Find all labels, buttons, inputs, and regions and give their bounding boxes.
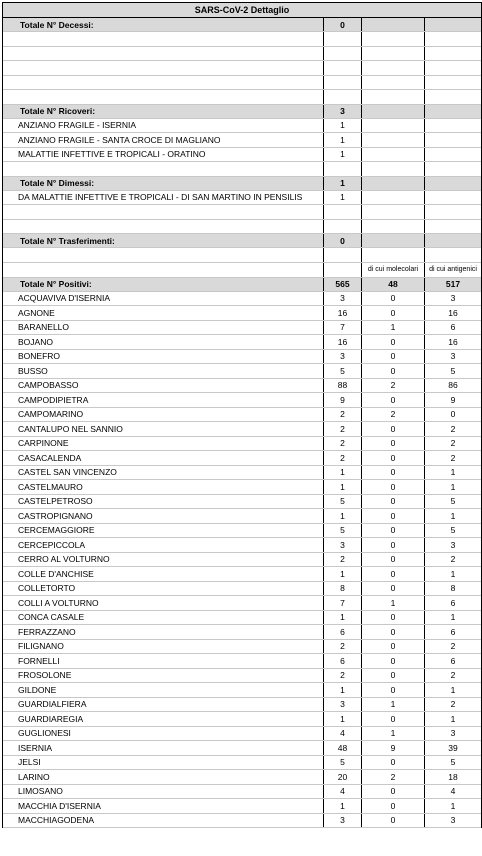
town-total: 3 bbox=[323, 814, 361, 828]
table-row bbox=[3, 408, 481, 423]
town-antigenici: 3 bbox=[424, 727, 481, 741]
positivi-subheader-row bbox=[3, 263, 481, 278]
table-row bbox=[3, 306, 481, 321]
town-total: 3 bbox=[323, 538, 361, 552]
town-antigenici: 6 bbox=[424, 596, 481, 610]
town-name: CASACALENDA bbox=[18, 452, 82, 463]
town-molecolari: 0 bbox=[361, 567, 424, 581]
town-total: 16 bbox=[323, 306, 361, 320]
table-row bbox=[3, 654, 481, 669]
town-molecolari: 0 bbox=[361, 292, 424, 306]
town-total: 1 bbox=[323, 480, 361, 494]
town-name: CARPINONE bbox=[18, 438, 69, 449]
trasferimenti-value: 0 bbox=[323, 234, 361, 247]
town-antigenici: 3 bbox=[424, 350, 481, 364]
town-antigenici: 6 bbox=[424, 321, 481, 335]
town-name: FERRAZZANO bbox=[18, 626, 76, 637]
town-molecolari: 0 bbox=[361, 669, 424, 683]
town-molecolari: 0 bbox=[361, 683, 424, 697]
town-total: 48 bbox=[323, 741, 361, 755]
town-antigenici: 4 bbox=[424, 785, 481, 799]
town-antigenici: 8 bbox=[424, 582, 481, 596]
town-molecolari: 0 bbox=[361, 364, 424, 378]
town-total: 1 bbox=[323, 466, 361, 480]
town-name: CANTALUPO NEL SANNIO bbox=[18, 423, 123, 434]
town-antigenici: 1 bbox=[424, 683, 481, 697]
table-row bbox=[3, 451, 481, 466]
town-antigenici: 2 bbox=[424, 640, 481, 654]
town-name: BOJANO bbox=[18, 336, 53, 347]
town-name: BARANELLO bbox=[18, 322, 70, 333]
town-molecolari: 0 bbox=[361, 611, 424, 625]
table-row bbox=[3, 785, 481, 800]
town-antigenici: 5 bbox=[424, 524, 481, 538]
table-row bbox=[3, 422, 481, 437]
town-molecolari: 2 bbox=[361, 770, 424, 784]
decessi-label: Totale N° Decessi: bbox=[20, 19, 94, 30]
town-total: 1 bbox=[323, 683, 361, 697]
town-molecolari: 0 bbox=[361, 306, 424, 320]
table-row bbox=[3, 625, 481, 640]
town-antigenici: 2 bbox=[424, 553, 481, 567]
town-antigenici: 1 bbox=[424, 509, 481, 523]
town-molecolari: 0 bbox=[361, 437, 424, 451]
table-row bbox=[3, 640, 481, 655]
town-total: 88 bbox=[323, 379, 361, 393]
town-name: CERRO AL VOLTURNO bbox=[18, 554, 110, 565]
town-name: GUARDIAREGIA bbox=[18, 713, 84, 724]
town-molecolari: 0 bbox=[361, 524, 424, 538]
town-molecolari: 0 bbox=[361, 582, 424, 596]
town-molecolari: 2 bbox=[361, 408, 424, 422]
town-antigenici: 16 bbox=[424, 335, 481, 349]
town-name: LARINO bbox=[18, 771, 50, 782]
town-name: FILIGNANO bbox=[18, 641, 64, 652]
empty-row bbox=[3, 32, 481, 47]
town-total: 16 bbox=[323, 335, 361, 349]
empty-row bbox=[3, 162, 481, 177]
table-row bbox=[3, 321, 481, 336]
table-row bbox=[3, 364, 481, 379]
town-name: BUSSO bbox=[18, 365, 48, 376]
table-row bbox=[3, 727, 481, 742]
table-row bbox=[3, 741, 481, 756]
sheet-title: SARS-CoV-2 Dettaglio bbox=[3, 2, 481, 18]
decessi-header-row bbox=[3, 18, 481, 32]
empty-row bbox=[3, 248, 481, 263]
town-molecolari: 2 bbox=[361, 379, 424, 393]
town-molecolari: 0 bbox=[361, 495, 424, 509]
town-molecolari: 0 bbox=[361, 799, 424, 813]
trasferimenti-header-row bbox=[3, 234, 481, 248]
town-molecolari: 0 bbox=[361, 335, 424, 349]
town-molecolari: 0 bbox=[361, 756, 424, 770]
table-row bbox=[3, 799, 481, 814]
table-row bbox=[3, 393, 481, 408]
town-name: MACCHIA D'ISERNIA bbox=[18, 800, 101, 811]
town-total: 6 bbox=[323, 654, 361, 668]
town-antigenici: 0 bbox=[424, 408, 481, 422]
town-total: 2 bbox=[323, 553, 361, 567]
dimessi-label: Totale N° Dimessi: bbox=[20, 178, 95, 188]
town-molecolari: 1 bbox=[361, 596, 424, 610]
town-antigenici: 2 bbox=[424, 451, 481, 465]
town-name: GILDONE bbox=[18, 684, 57, 695]
town-total: 5 bbox=[323, 495, 361, 509]
empty-row bbox=[3, 76, 481, 91]
positivi-molecolari: 48 bbox=[361, 278, 424, 291]
table-row bbox=[3, 335, 481, 350]
ricoveri-item: MALATTIE INFETTIVE E TROPICALI - ORATINO 1 bbox=[3, 148, 481, 163]
table-row bbox=[3, 596, 481, 611]
town-name: CASTELPETROSO bbox=[18, 496, 93, 507]
town-antigenici: 1 bbox=[424, 611, 481, 625]
town-antigenici: 3 bbox=[424, 538, 481, 552]
town-molecolari: 0 bbox=[361, 538, 424, 552]
town-total: 9 bbox=[323, 393, 361, 407]
town-total: 6 bbox=[323, 625, 361, 639]
town-total: 20 bbox=[323, 770, 361, 784]
town-total: 4 bbox=[323, 727, 361, 741]
town-antigenici: 3 bbox=[424, 292, 481, 306]
table-row bbox=[3, 466, 481, 481]
town-name: COLLE D'ANCHISE bbox=[18, 568, 94, 579]
dimessi-header-row bbox=[3, 177, 481, 191]
town-name: CERCEMAGGIORE bbox=[18, 525, 95, 536]
town-name: BONEFRO bbox=[18, 351, 61, 362]
town-name: LIMOSANO bbox=[18, 786, 63, 797]
town-antigenici: 1 bbox=[424, 480, 481, 494]
empty-row bbox=[3, 220, 481, 235]
town-antigenici: 16 bbox=[424, 306, 481, 320]
town-molecolari: 0 bbox=[361, 814, 424, 828]
table-row bbox=[3, 437, 481, 452]
town-antigenici: 5 bbox=[424, 364, 481, 378]
positivi-table-body bbox=[3, 292, 481, 829]
positivi-header-row bbox=[3, 278, 481, 292]
town-name: CAMPODIPIETRA bbox=[18, 394, 89, 405]
town-name: FROSOLONE bbox=[18, 670, 72, 681]
town-antigenici: 3 bbox=[424, 814, 481, 828]
table-row bbox=[3, 480, 481, 495]
table-row bbox=[3, 292, 481, 307]
town-molecolari: 0 bbox=[361, 466, 424, 480]
town-name: AGNONE bbox=[18, 307, 55, 318]
town-antigenici: 5 bbox=[424, 495, 481, 509]
town-name: CAMPOBASSO bbox=[18, 380, 79, 391]
positivi-label: Totale N° Positivi: bbox=[20, 279, 92, 289]
town-name: CAMPOMARINO bbox=[18, 409, 84, 420]
town-total: 8 bbox=[323, 582, 361, 596]
town-antigenici: 2 bbox=[424, 437, 481, 451]
table-row bbox=[3, 495, 481, 510]
empty-row bbox=[3, 90, 481, 105]
town-antigenici: 86 bbox=[424, 379, 481, 393]
town-molecolari: 0 bbox=[361, 509, 424, 523]
town-total: 1 bbox=[323, 509, 361, 523]
town-molecolari: 0 bbox=[361, 640, 424, 654]
town-total: 5 bbox=[323, 524, 361, 538]
table-row bbox=[3, 379, 481, 394]
town-total: 2 bbox=[323, 437, 361, 451]
town-name: CERCEPICCOLA bbox=[18, 539, 86, 550]
town-total: 4 bbox=[323, 785, 361, 799]
town-total: 2 bbox=[323, 669, 361, 683]
town-total: 1 bbox=[323, 712, 361, 726]
table-row bbox=[3, 814, 481, 829]
ricoveri-item: ANZIANO FRAGILE - SANTA CROCE DI MAGLIANO 1 bbox=[3, 133, 481, 148]
town-total: 1 bbox=[323, 611, 361, 625]
town-total: 3 bbox=[323, 698, 361, 712]
antigenici-subheader: di cui antigenici bbox=[424, 263, 481, 277]
town-molecolari: 0 bbox=[361, 625, 424, 639]
town-name: CASTEL SAN VINCENZO bbox=[18, 467, 117, 478]
town-total: 7 bbox=[323, 321, 361, 335]
town-antigenici: 1 bbox=[424, 567, 481, 581]
table-row bbox=[3, 509, 481, 524]
table-row bbox=[3, 698, 481, 713]
town-total: 5 bbox=[323, 756, 361, 770]
town-antigenici: 39 bbox=[424, 741, 481, 755]
ricoveri-label: Totale N° Ricoveri: bbox=[20, 106, 96, 116]
table-row bbox=[3, 538, 481, 553]
town-molecolari: 1 bbox=[361, 727, 424, 741]
town-antigenici: 2 bbox=[424, 422, 481, 436]
town-antigenici: 5 bbox=[424, 756, 481, 770]
dimessi-value: 1 bbox=[323, 177, 361, 190]
town-name: MACCHIAGODENA bbox=[18, 815, 95, 826]
town-molecolari: 1 bbox=[361, 321, 424, 335]
town-molecolari: 0 bbox=[361, 451, 424, 465]
town-molecolari: 0 bbox=[361, 712, 424, 726]
table-row bbox=[3, 524, 481, 539]
table-row bbox=[3, 712, 481, 727]
town-name: COLLI A VOLTURNO bbox=[18, 597, 99, 608]
empty-row bbox=[3, 61, 481, 76]
ricoveri-value: 3 bbox=[323, 105, 361, 118]
town-molecolari: 0 bbox=[361, 480, 424, 494]
table-row bbox=[3, 611, 481, 626]
table-row bbox=[3, 553, 481, 568]
town-name: CONCA CASALE bbox=[18, 612, 85, 623]
ricoveri-item: ANZIANO FRAGILE - ISERNIA 1 bbox=[3, 119, 481, 134]
town-name: COLLETORTO bbox=[18, 583, 76, 594]
town-name: ACQUAVIVA D'ISERNIA bbox=[18, 293, 110, 304]
town-antigenici: 1 bbox=[424, 466, 481, 480]
town-name: CASTROPIGNANO bbox=[18, 510, 93, 521]
town-molecolari: 0 bbox=[361, 785, 424, 799]
town-name: GUARDIALFIERA bbox=[18, 699, 87, 710]
trasferimenti-label: Totale N° Trasferimenti: bbox=[20, 235, 115, 246]
town-name: CASTELMAURO bbox=[18, 481, 83, 492]
town-name: GUGLIONESI bbox=[18, 728, 71, 739]
positivi-antigenici: 517 bbox=[424, 278, 481, 291]
town-antigenici: 1 bbox=[424, 799, 481, 813]
town-total: 3 bbox=[323, 350, 361, 364]
town-total: 3 bbox=[323, 292, 361, 306]
table-row bbox=[3, 582, 481, 597]
town-antigenici: 2 bbox=[424, 669, 481, 683]
town-total: 2 bbox=[323, 422, 361, 436]
decessi-value: 0 bbox=[323, 18, 361, 31]
town-antigenici: 6 bbox=[424, 625, 481, 639]
town-molecolari: 0 bbox=[361, 350, 424, 364]
town-antigenici: 1 bbox=[424, 712, 481, 726]
table-row bbox=[3, 669, 481, 684]
empty-row bbox=[3, 47, 481, 62]
town-antigenici: 9 bbox=[424, 393, 481, 407]
town-name: FORNELLI bbox=[18, 655, 60, 666]
town-total: 1 bbox=[323, 567, 361, 581]
town-antigenici: 18 bbox=[424, 770, 481, 784]
town-molecolari: 0 bbox=[361, 553, 424, 567]
table-row bbox=[3, 567, 481, 582]
town-total: 7 bbox=[323, 596, 361, 610]
town-molecolari: 1 bbox=[361, 698, 424, 712]
town-molecolari: 0 bbox=[361, 654, 424, 668]
town-molecolari: 0 bbox=[361, 393, 424, 407]
town-molecolari: 0 bbox=[361, 422, 424, 436]
town-antigenici: 2 bbox=[424, 698, 481, 712]
town-total: 1 bbox=[323, 799, 361, 813]
town-name: JELSI bbox=[18, 757, 41, 768]
town-molecolari: 9 bbox=[361, 741, 424, 755]
town-name: ISERNIA bbox=[18, 742, 53, 753]
detail-sheet bbox=[2, 2, 482, 828]
molecolari-subheader: di cui molecolari bbox=[361, 263, 424, 277]
empty-row bbox=[3, 205, 481, 220]
town-total: 2 bbox=[323, 451, 361, 465]
town-antigenici: 6 bbox=[424, 654, 481, 668]
table-row bbox=[3, 683, 481, 698]
table-row bbox=[3, 350, 481, 365]
town-total: 5 bbox=[323, 364, 361, 378]
positivi-total: 565 bbox=[323, 278, 361, 291]
table-row bbox=[3, 756, 481, 771]
dimessi-item: DA MALATTIE INFETTIVE E TROPICALI - DI SAN MARTINO IN PENSILIS 1 bbox=[3, 191, 481, 206]
ricoveri-header-row bbox=[3, 105, 481, 119]
town-total: 2 bbox=[323, 640, 361, 654]
table-row bbox=[3, 770, 481, 785]
town-total: 2 bbox=[323, 408, 361, 422]
